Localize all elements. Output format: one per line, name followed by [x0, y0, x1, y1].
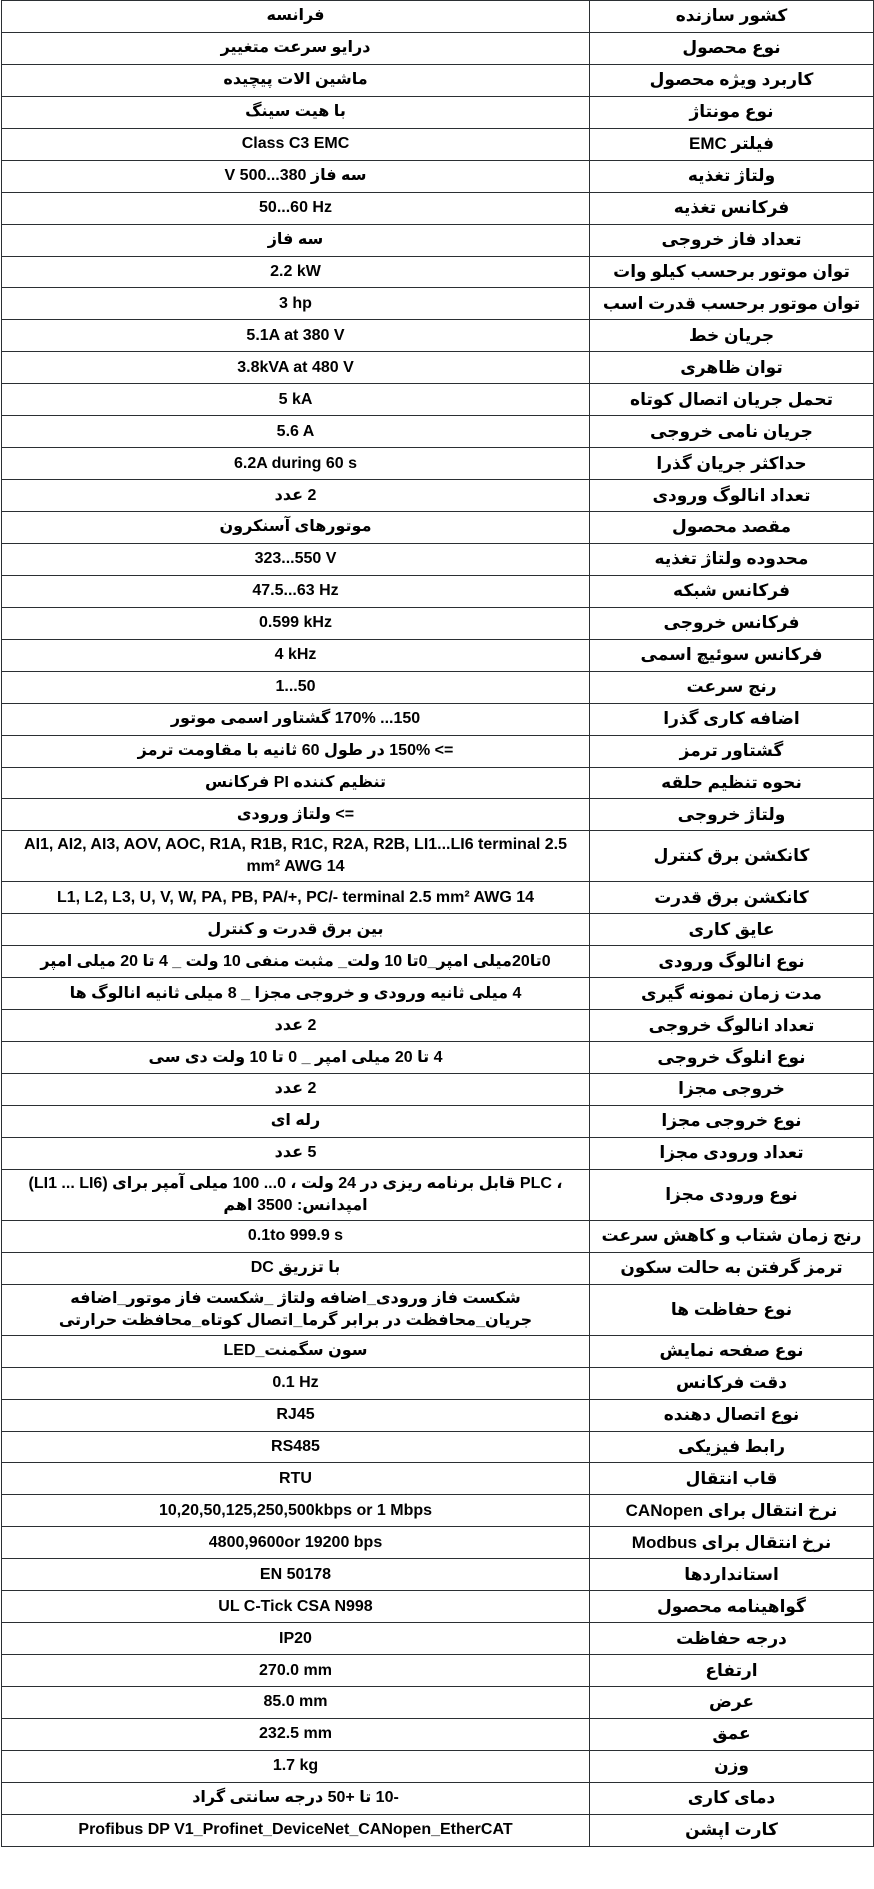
table-row	[2, 1105, 874, 1137]
table-row	[2, 1623, 874, 1655]
spec-label: ولتاژ خروجی	[590, 799, 874, 831]
spec-value: Profibus DP V1_Profinet_DeviceNet_CANopen_EtherCAT	[2, 1814, 590, 1846]
table-row	[2, 1335, 874, 1367]
spec-label: کانکشن برق قدرت	[590, 882, 874, 914]
spec-value: 0.1 Hz	[2, 1367, 590, 1399]
spec-value: 4 میلی ثانیه ورودی و خروجی مجزا _ 8 میلی ثانیه انالوگ ها	[2, 978, 590, 1010]
spec-table	[1, 0, 874, 1847]
spec-label: خروجی مجزا	[590, 1074, 874, 1106]
table-row	[2, 703, 874, 735]
spec-value: EN 50178	[2, 1559, 590, 1591]
spec-value: (LI1 ... LI6) قابل برنامه ریزی در 24 ولت ، 0... 100 میلی آمپر برای PLC ، امپدانس: 3500 اهم	[2, 1169, 590, 1220]
spec-value: 150... 170% گشتاور اسمی موتور	[2, 703, 590, 735]
spec-value: L1, L2, L3, U, V, W, PA, PB, PA/+, PC/- terminal 2.5 mm² AWG 14	[2, 882, 590, 914]
spec-value: => 150% در طول 60 ثانیه با مقاومت ترمز	[2, 735, 590, 767]
spec-value: 5.1A at 380 V	[2, 320, 590, 352]
table-row	[2, 575, 874, 607]
table-row	[2, 64, 874, 96]
spec-value: 1...50	[2, 671, 590, 703]
spec-value: شکست فاز ورودی_اضافه ولتاژ _شکست فاز موتور_اضافه جریان_محافظت در برابر گرما_اتصال کوتاه_محافظت حرارتی	[2, 1284, 590, 1335]
spec-label: فرکانس شبکه	[590, 575, 874, 607]
spec-label: عایق کاری	[590, 914, 874, 946]
spec-value: سه فاز 380...500 V	[2, 160, 590, 192]
spec-label: دمای کاری	[590, 1782, 874, 1814]
spec-label: کارت اپشن	[590, 1814, 874, 1846]
table-row	[2, 946, 874, 978]
spec-value: 232.5 mm	[2, 1718, 590, 1750]
table-row	[2, 1042, 874, 1074]
table-row	[2, 543, 874, 575]
spec-value: 4 تا 20 میلی امپر _ 0 تا 10 ولت دی سی	[2, 1042, 590, 1074]
table-row	[2, 1367, 874, 1399]
table-row	[2, 352, 874, 384]
table-row	[2, 1718, 874, 1750]
spec-label: گواهینامه محصول	[590, 1591, 874, 1623]
spec-label: گشتاور ترمز	[590, 735, 874, 767]
table-row	[2, 1655, 874, 1687]
spec-value: موتورهای آسنکرون	[2, 512, 590, 544]
table-row	[2, 160, 874, 192]
table-row	[2, 320, 874, 352]
table-row	[2, 607, 874, 639]
table-row	[2, 192, 874, 224]
spec-value: 2 عدد	[2, 480, 590, 512]
spec-value: 270.0 mm	[2, 1655, 590, 1687]
table-row	[2, 1284, 874, 1335]
table-row	[2, 480, 874, 512]
spec-label: رابط فیزیکی	[590, 1431, 874, 1463]
spec-value: 6.2A during 60 s	[2, 448, 590, 480]
spec-value: UL C-Tick CSA N998	[2, 1591, 590, 1623]
spec-value: بین برق قدرت و کنترل	[2, 914, 590, 946]
spec-label: نرخ انتقال برای CANopen	[590, 1495, 874, 1527]
table-row	[2, 128, 874, 160]
spec-label: تعداد فاز خروجی	[590, 224, 874, 256]
table-row	[2, 1527, 874, 1559]
spec-value: 3 hp	[2, 288, 590, 320]
spec-value: رله ای	[2, 1105, 590, 1137]
spec-value: 50...60 Hz	[2, 192, 590, 224]
spec-label: نوع صفحه نمایش	[590, 1335, 874, 1367]
spec-label: توان موتور برحسب کیلو وات	[590, 256, 874, 288]
spec-label: دقت فرکانس	[590, 1367, 874, 1399]
spec-value: 1.7 kg	[2, 1750, 590, 1782]
table-row	[2, 978, 874, 1010]
table-row	[2, 1252, 874, 1284]
table-row	[2, 32, 874, 64]
spec-label: نوع مونتاژ	[590, 96, 874, 128]
spec-label: تعداد انالوگ خروجی	[590, 1010, 874, 1042]
spec-value: RTU	[2, 1463, 590, 1495]
spec-label: نرخ انتقال برای Modbus	[590, 1527, 874, 1559]
table-row	[2, 1399, 874, 1431]
spec-label: محدوده ولتاژ تغذیه	[590, 543, 874, 575]
table-row	[2, 1495, 874, 1527]
table-row	[2, 448, 874, 480]
spec-value: سه فاز	[2, 224, 590, 256]
table-row	[2, 1750, 874, 1782]
spec-value: RS485	[2, 1431, 590, 1463]
table-row	[2, 1591, 874, 1623]
spec-value: 5 عدد	[2, 1137, 590, 1169]
spec-value: با هیت سینگ	[2, 96, 590, 128]
spec-label: نوع اتصال دهنده	[590, 1399, 874, 1431]
table-row	[2, 512, 874, 544]
spec-label: عمق	[590, 1718, 874, 1750]
spec-value: تنظیم کننده PI فرکانس	[2, 767, 590, 799]
table-row	[2, 1559, 874, 1591]
spec-label: نوع انالوگ ورودی	[590, 946, 874, 978]
spec-label: درجه حفاظت	[590, 1623, 874, 1655]
spec-label: نوع محصول	[590, 32, 874, 64]
table-row	[2, 914, 874, 946]
spec-value: 0.599 kHz	[2, 607, 590, 639]
spec-label: وزن	[590, 1750, 874, 1782]
spec-value: => ولتاژ ورودی	[2, 799, 590, 831]
spec-value: 0.1to 999.9 s	[2, 1220, 590, 1252]
spec-label: نوع خروجی مجزا	[590, 1105, 874, 1137]
table-row	[2, 1220, 874, 1252]
spec-label: جریان نامی خروجی	[590, 416, 874, 448]
table-row	[2, 1137, 874, 1169]
table-row	[2, 1074, 874, 1106]
table-row	[2, 1010, 874, 1042]
spec-value: 3.8kVA at 480 V	[2, 352, 590, 384]
table-row	[2, 224, 874, 256]
spec-value: AI1, AI2, AI3, AOV, AOC, R1A, R1B, R1C, R2A, R2B, LI1...LI6 terminal 2.5 mm² AWG 14	[2, 831, 590, 882]
spec-label: حداکثر جریان گذرا	[590, 448, 874, 480]
table-row	[2, 288, 874, 320]
spec-label: رنج زمان شتاب و کاهش سرعت	[590, 1220, 874, 1252]
spec-label: مدت زمان نمونه گیری	[590, 978, 874, 1010]
spec-label: ولتاژ تغذیه	[590, 160, 874, 192]
spec-label: نوع حفاظت ها	[590, 1284, 874, 1335]
spec-label: توان موتور برحسب قدرت اسب	[590, 288, 874, 320]
spec-label: کانکشن برق کنترل	[590, 831, 874, 882]
table-row	[2, 799, 874, 831]
spec-value: سون سگمنت_LED	[2, 1335, 590, 1367]
spec-label: فیلتر EMC	[590, 128, 874, 160]
spec-value: RJ45	[2, 1399, 590, 1431]
spec-label: ارتفاع	[590, 1655, 874, 1687]
spec-label: نحوه تنظیم حلقه	[590, 767, 874, 799]
spec-value: درایو سرعت متغییر	[2, 32, 590, 64]
table-row	[2, 831, 874, 882]
spec-value: Class C3 EMC	[2, 128, 590, 160]
spec-value: 2.2 kW	[2, 256, 590, 288]
table-row	[2, 384, 874, 416]
spec-table-body	[2, 1, 874, 1847]
spec-value: 5 kA	[2, 384, 590, 416]
spec-label: قاب انتقال	[590, 1463, 874, 1495]
spec-value: 2 عدد	[2, 1074, 590, 1106]
spec-value: با تزریق DC	[2, 1252, 590, 1284]
table-row	[2, 1814, 874, 1846]
spec-label: تحمل جریان اتصال کوتاه	[590, 384, 874, 416]
spec-value: فرانسه	[2, 1, 590, 33]
spec-label: نوع انلوگ خروجی	[590, 1042, 874, 1074]
table-row	[2, 416, 874, 448]
spec-value: 0تا20میلی امپر_0تا 10 ولت_ مثبت منفی 10 ولت _ 4 تا 20 میلی امپر	[2, 946, 590, 978]
spec-label: اضافه کاری گذرا	[590, 703, 874, 735]
table-row	[2, 1463, 874, 1495]
table-row	[2, 882, 874, 914]
spec-value: 4 kHz	[2, 639, 590, 671]
spec-label: مقصد محصول	[590, 512, 874, 544]
table-row	[2, 767, 874, 799]
spec-value: -10 تا +50 درجه سانتی گراد	[2, 1782, 590, 1814]
table-row	[2, 1687, 874, 1719]
spec-value: ماشین الات پیچیده	[2, 64, 590, 96]
spec-label: رنج سرعت	[590, 671, 874, 703]
table-row	[2, 639, 874, 671]
spec-label: تعداد ورودی مجزا	[590, 1137, 874, 1169]
spec-value: IP20	[2, 1623, 590, 1655]
spec-value: 85.0 mm	[2, 1687, 590, 1719]
spec-label: نوع ورودی مجزا	[590, 1169, 874, 1220]
spec-value: 4800,9600or 19200 bps	[2, 1527, 590, 1559]
spec-label: فرکانس تغذیه	[590, 192, 874, 224]
table-row	[2, 1782, 874, 1814]
spec-label: استانداردها	[590, 1559, 874, 1591]
table-row	[2, 671, 874, 703]
table-row	[2, 1169, 874, 1220]
spec-label: کشور سازنده	[590, 1, 874, 33]
table-row	[2, 96, 874, 128]
spec-label: جریان خط	[590, 320, 874, 352]
spec-value: 2 عدد	[2, 1010, 590, 1042]
spec-value: 47.5...63 Hz	[2, 575, 590, 607]
spec-value: 10,20,50,125,250,500kbps or 1 Mbps	[2, 1495, 590, 1527]
table-row	[2, 1431, 874, 1463]
spec-label: عرض	[590, 1687, 874, 1719]
spec-value: 5.6 A	[2, 416, 590, 448]
spec-label: ترمز گرفتن به حالت سکون	[590, 1252, 874, 1284]
spec-label: کاربرد ویژه محصول	[590, 64, 874, 96]
spec-label: فرکانس سوئیچ اسمی	[590, 639, 874, 671]
spec-label: توان ظاهری	[590, 352, 874, 384]
table-row	[2, 256, 874, 288]
table-row	[2, 735, 874, 767]
table-row	[2, 1, 874, 33]
spec-label: فرکانس خروجی	[590, 607, 874, 639]
spec-value: 323...550 V	[2, 543, 590, 575]
spec-label: تعداد انالوگ ورودی	[590, 480, 874, 512]
